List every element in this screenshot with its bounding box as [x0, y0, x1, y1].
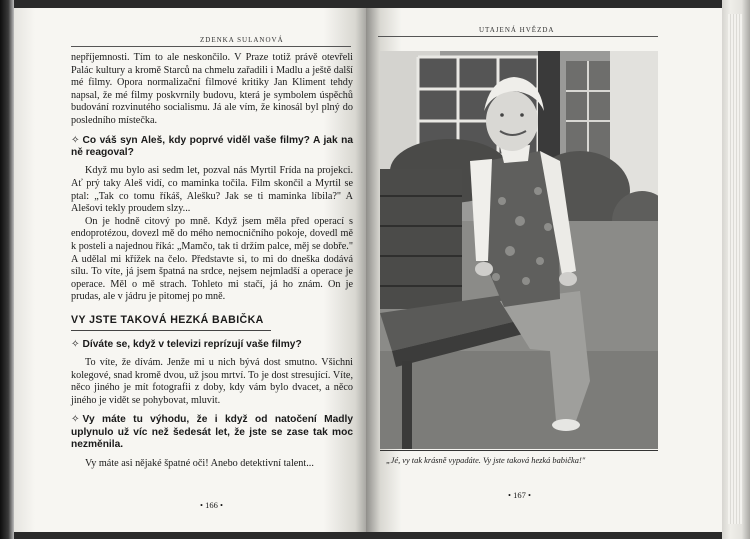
- section-title: VY JSTE TAKOVÁ HEZKÁ BABIČKA: [71, 313, 264, 326]
- left-page-number: • 166 •: [200, 500, 223, 510]
- interview-question: ✧ Díváte se, když v televizi reprízují vaše filmy?: [71, 338, 302, 350]
- right-page: [366, 8, 722, 532]
- left-page: [14, 8, 366, 532]
- caption-rule: [380, 450, 658, 451]
- question-mark-icon: ✧: [71, 338, 80, 350]
- paragraph: To víte, že dívám. Jenže mi u nich bývá dost smutno. Všichni kolegové, snad kromě dvou, už jsou mrtví. To je dost stresující. Víte, něco jiného je mít fotografii z doby, kdy vám bylo dvacet, a něco jiného je vidět se pohybovat, mluvit.: [71, 356, 353, 406]
- photo-woman-on-bench: [380, 51, 658, 449]
- header-rule: [378, 36, 658, 37]
- right-page-number: • 167 •: [508, 490, 531, 500]
- page-stack: [728, 14, 742, 524]
- question-mark-icon: ✧: [71, 134, 80, 146]
- book-edge-left: [0, 0, 14, 539]
- interview-question: ✧ Co váš syn Aleš, kdy poprvé viděl vaše filmy? A jak na ně reagoval?: [71, 134, 353, 158]
- paragraph: Když mu bylo asi sedm let, pozval nás Myrtil Frída na projekci. Ať prý taky Aleš vidí, co maminka točila. Film skončil a Myrtil se ptal: „Tak co tomu říkáš, Alešku? Jak se ti maminka líbila?" A Alešovi tekly proudem slzy...: [71, 165, 353, 215]
- right-running-header: UTAJENÁ HVĚZDA: [479, 26, 555, 34]
- interview-question: ✧ Vy máte tu výhodu, že i když od natočení Madly uplynulo už víc než šedesát let, že jste se zase tak moc nezměnila.: [71, 414, 353, 451]
- photo-caption: „Jé, vy tak krásně vypadáte. Vy jste taková hezká babička!": [386, 456, 586, 465]
- paragraph: nepříjemnosti. Tím to ale neskončilo. V Praze totiž právě otevřeli Palác kultury a kromě Starců na chmelu zařadili i Madlu a ještě další mé filmy. Opora normalizační filmové kritiky Jan Kliment tehdy napsal, že mé filmy poskvrnily budovu, která je symbolem úspěchů budování rozvinutého socialismu. Já ale vím, že kinosál byl plný do posledního místečka.: [71, 52, 353, 126]
- question-mark-icon: ✧: [71, 414, 80, 426]
- paragraph: On je hodně citový po mně. Když jsem měla před operací s endoprotézou, dovezl mě do mého nemocničního pokoje, dovedl mě k posteli a najednou říká: „Mamčo, tak ti držím palce, měj se dobře." A udělal mi křížek na čelo. Představte si, to mi do dneška dodává sílu. To víte, já jsem špatná na srdce, nejsem nejmladší a operace je operace. Měl o mě strach. Tohleto mi stačí, já ho znám. On je prudas, ale v jádru je pitomej po mně.: [71, 215, 353, 303]
- left-running-header: ZDENKA SULANOVÁ: [200, 36, 284, 44]
- header-rule: [71, 46, 351, 47]
- book-edge-right: [722, 0, 750, 539]
- left-text-column: [71, 52, 353, 470]
- paragraph: Vy máte asi nějaké špatné oči! Anebo detektivní talent...: [85, 457, 314, 469]
- section-rule: [71, 330, 271, 331]
